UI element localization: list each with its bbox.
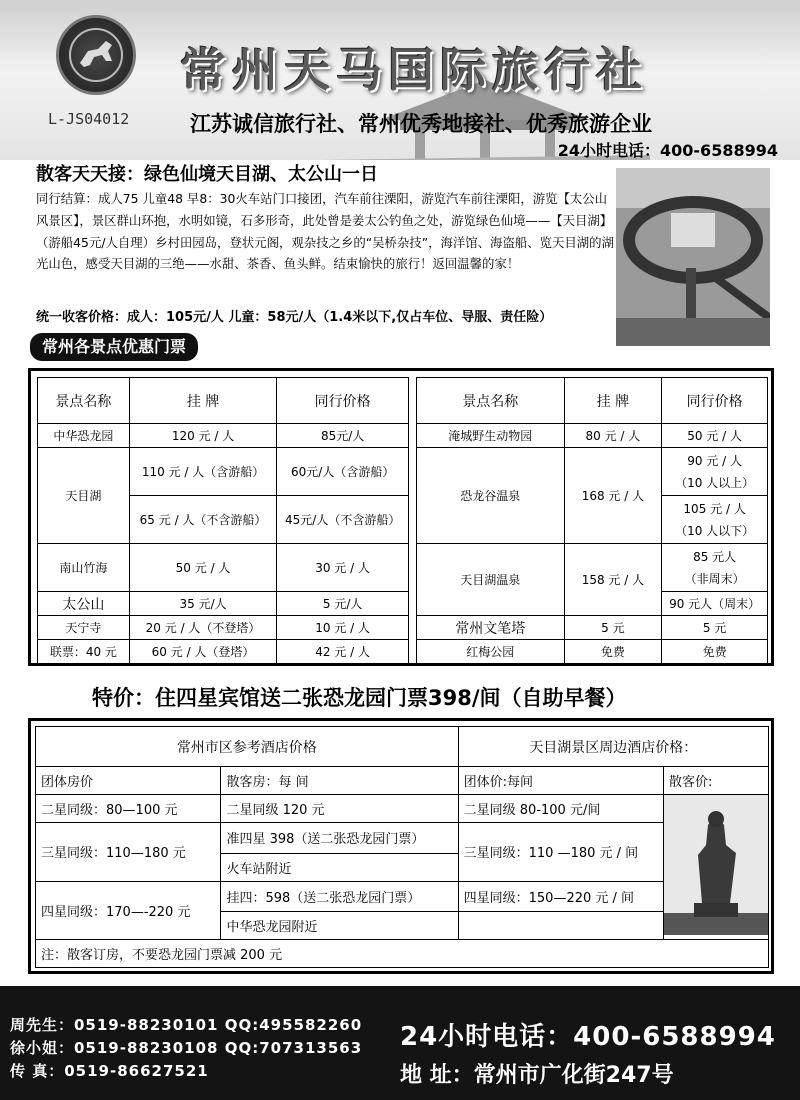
table-row: 火车站附近 xyxy=(36,853,769,881)
table-row: 常州文笔塔 5 元 5 元 xyxy=(417,616,768,640)
table-row: 注：散客订房，不要恐龙园门票减 200 元 xyxy=(36,940,769,968)
license-number: L-JS04012 xyxy=(48,110,130,128)
table-row: 太公山 35 元/人 5 元/人 xyxy=(38,592,409,616)
horse-icon xyxy=(68,27,124,83)
table-row: 三星同级：110—180 元 准四星 398（送二张恐龙园门票） 三星同级：110 —180 元 / 间 xyxy=(36,823,769,854)
table-row: 105 元 / 人 （10 人以下） xyxy=(417,496,768,544)
table-header: 景点名称 挂 牌 同行价格 xyxy=(38,378,409,424)
footer-address: 地 址：常州市广化街247号 xyxy=(400,1063,674,1088)
footer xyxy=(0,986,800,1100)
contact-fax: 传 真：0519-86627521 xyxy=(10,1062,209,1080)
table-row: 90 元人（周末） xyxy=(417,592,768,616)
special-offer: 特价：住四星宾馆送二张恐龙园门票398/间（自助早餐） xyxy=(92,686,627,710)
table-row: 中华恐龙园附近 xyxy=(36,912,769,940)
table-row: 团体房价 散客房：每 间 团体价:每间 散客价: xyxy=(36,767,769,795)
statue-photo xyxy=(663,795,768,940)
table-row: 红梅公园 免费 免费 xyxy=(417,640,768,664)
table-row: 四星同级：170—-220 元 挂四：598（送二张恐龙园门票） 四星同级：150—220 元 / 间 xyxy=(36,881,769,912)
table-header: 常州市区参考酒店价格 天目湖景区周边酒店价格： xyxy=(36,727,769,767)
statue-illustration xyxy=(664,795,768,935)
footer-hotline: 24小时电话：400-6588994 xyxy=(400,1022,776,1052)
company-name: 常州天马国际旅行社 xyxy=(180,43,648,97)
table-row: 65 元 / 人（不含游船） 45元/人（不含游船） xyxy=(38,496,409,544)
table-row: 恐龙谷温泉 168 元 / 人 90 元 / 人 （10 人以上） xyxy=(417,448,768,496)
tour-title: 散客天天接：绿色仙境天目湖、太公山一日 xyxy=(36,164,378,185)
tickets-badge: 常州各景点优惠门票 xyxy=(30,333,198,361)
company-logo xyxy=(56,15,136,95)
table-row: 二星同级：80—100 元 二星同级 120 元 二星同级 80-100 元/间 xyxy=(36,795,769,823)
slogan: 江苏诚信旅行社、常州优秀地接社、优秀旅游企业 xyxy=(190,112,652,136)
table-row: 天目湖温泉 158 元 / 人 85 元人 （非周末） xyxy=(417,544,768,592)
table-row: 淹城野生动物园 80 元 / 人 50 元 / 人 xyxy=(417,424,768,448)
hotline-top: 24小时电话：400-6588994 xyxy=(557,141,778,160)
contact-xu: 徐小姐：0519-88230108 QQ:707313563 xyxy=(10,1039,363,1057)
table-header: 景点名称 挂 牌 同行价格 xyxy=(417,378,768,424)
table-row: 天宁寺 20 元 / 人（不登塔） 10 元 / 人 xyxy=(38,616,409,640)
table-row: 中华恐龙园 120 元 / 人 85元/人 xyxy=(38,424,409,448)
ticket-tables xyxy=(28,368,774,666)
header-banner xyxy=(0,0,800,160)
ticket-table-right xyxy=(416,377,768,664)
ticket-table-left xyxy=(37,377,409,664)
table-row: 天目湖 110 元 / 人（含游船） 60元/人（含游船） xyxy=(38,448,409,496)
table-row: 联票：40 元 60 元 / 人（登塔） 42 元 / 人 xyxy=(38,640,409,664)
ride-illustration xyxy=(616,168,770,346)
tour-price: 统一收客价格：成人：105元/人 儿童：58元/人（1.4米以下,仅占车位、导服、责任险） xyxy=(36,310,553,325)
hotel-table-wrap xyxy=(28,718,774,974)
amusement-ride-photo xyxy=(616,168,770,346)
table-row: 南山竹海 50 元 / 人 30 元 / 人 xyxy=(38,544,409,592)
contact-zhou: 周先生：0519-88230101 QQ:495582260 xyxy=(10,1016,363,1034)
hotel-table xyxy=(35,726,769,968)
tour-description: 同行结算：成人75 儿童48 早8：30火车站门口接团，汽车前往溧阳，游览汽车前往溧阳，游览【太公山风景区】，景区群山环抱，水明如镜，石多形奇，此处曾是姜太公钓鱼之处，游览绿色仙境——【天目湖】（游船45元/人自理）乡村田园岛，登状元阁，观杂技之乡的“吴桥杂技”，海洋馆、海盗船、览天目湖的湖光山色，感受天目湖的三绝——水甜、茶香、鱼头鲜。结束愉快的旅行！返回温馨的家！ xyxy=(36,191,614,272)
